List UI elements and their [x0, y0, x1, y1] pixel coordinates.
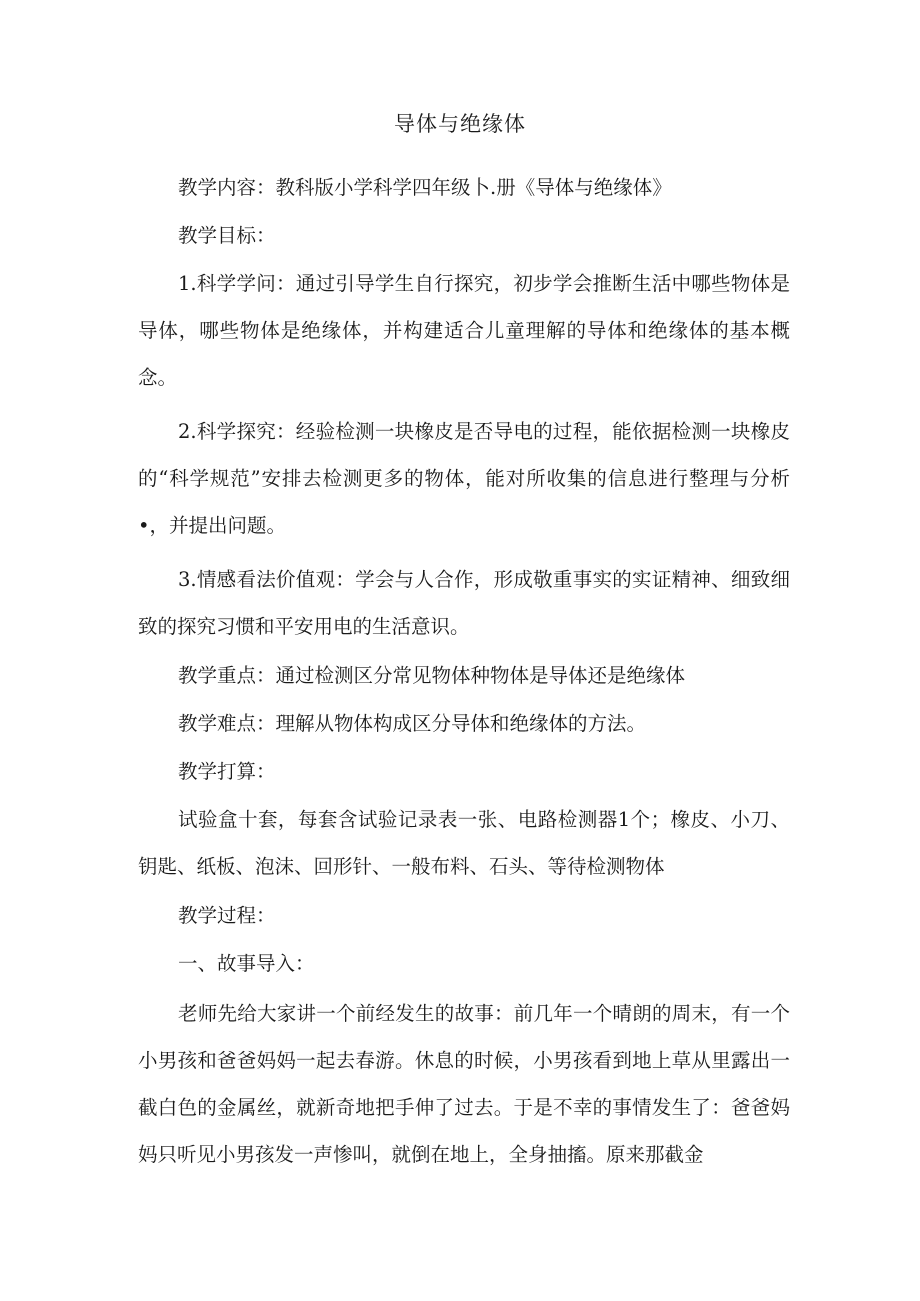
paragraph-section-one: 一、故事导入：: [178, 952, 315, 975]
paragraph-goal-inquiry: 2.科学探究：经验检测一块橡皮是否导电的过程，能依据检测一块橡皮的“科学规范”安排去检测更多的物体，能对所收集的信息进行整理与分析•，并提出问题。: [138, 420, 790, 537]
paragraph-goal-knowledge: 1.科学学问：通过引导学生自行探究，初步学会推断生活中哪些物体是导体，哪些物体是绝缘体，并构建适合儿童理解的导体和绝缘体的基本概念。: [138, 272, 790, 389]
paragraph-process-heading: 教学过程：: [178, 904, 276, 927]
paragraph-goal-attitude: 3.情感看法价值观：学会与人合作，形成敬重事实的实证精神、细致细致的探究习惯和平安用电的生活意识。: [138, 568, 790, 638]
document-title: 导体与绝缘体: [394, 112, 526, 136]
paragraph-preparation-heading: 教学打算：: [178, 760, 276, 783]
paragraph-story: 老师先给大家讲一个前经发生的故事：前几年一个晴朗的周末，有一个小男孩和爸爸妈妈一起去春游。休息的时候，小男孩看到地上草从里露出一截白色的金属丝，就新奇地把手伸了过去。于是不幸的事情发生了：爸爸妈妈只听见小男孩发一声惨叫，就倒在地上，全身抽搐。原来那截金: [138, 1002, 790, 1166]
paragraph-key-point: 教学重点：通过检测区分常见物体种物体是导体还是绝缘体: [178, 664, 686, 687]
paragraph-difficulty: 教学难点：理解从物体构成区分导体和绝缘体的方法。: [178, 712, 647, 735]
paragraph-teaching-goals-heading: 教学目标：: [178, 224, 276, 247]
paragraph-materials: 试验盒十套，每套含试验记录表一张、电路检测器1个；橡皮、小刀、钥匙、纸板、泡沫、回形针、一般布料、石头、等待检测物体: [138, 808, 790, 878]
paragraph-teaching-content: 教学内容：教科版小学科学四年级卜.册《导体与绝缘体》: [178, 176, 672, 199]
